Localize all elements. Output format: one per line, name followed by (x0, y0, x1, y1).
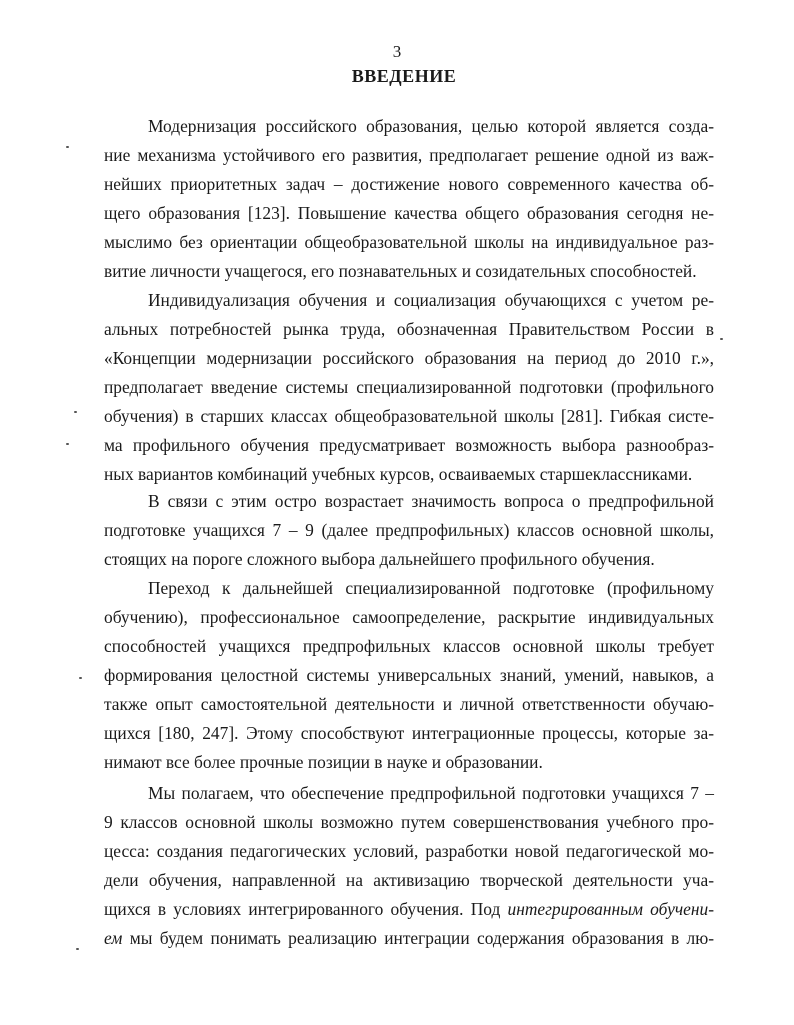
text-line: ние механизма устойчивого его развития, предполагает решение одной из важ- (104, 145, 714, 165)
text-line: формирования целостной системы универсальных знаний, умений, навыков, а (104, 665, 714, 685)
text-line: Модернизация российского образования, целью которой является созда- (148, 116, 714, 136)
scan-speck (66, 146, 69, 148)
text-line: 9 классов основной школы возможно путем совершенствования учебного про- (104, 812, 714, 832)
scan-speck (720, 338, 723, 340)
paragraph-5 (104, 779, 714, 953)
text-line (104, 924, 714, 953)
emphasized-term: интегрированным обучени- (507, 899, 714, 919)
text-line: способностей учащихся предпрофильных классов основной школы требует (104, 636, 714, 656)
text-line: дели обучения, направленной на активизацию творческой деятельности уча- (104, 870, 714, 890)
page-number: 3 (392, 42, 402, 61)
text-line: щего образования [123]. Повышение качества общего образования сегодня не- (104, 203, 714, 223)
scan-speck (79, 677, 82, 679)
paragraph-3 (104, 487, 714, 574)
text-line: ма профильного обучения предусматривает возможность выбора разнообраз- (104, 435, 714, 455)
text-line: витие личности учащегося, его познавательных и созидательных способностей. (104, 261, 697, 281)
text-line: ных вариантов комбинаций учебных курсов, осваиваемых старшеклассниками. (104, 464, 693, 484)
emphasized-term: ем (104, 928, 123, 948)
scan-speck (76, 948, 79, 950)
text-line (104, 895, 714, 924)
text-line: стоящих на пороге сложного выбора дальнейшего профильного обучения. (104, 549, 655, 569)
text-line: Мы полагаем, что обеспечение предпрофильной подготовки учащихся 7 – (148, 783, 714, 803)
text-line: предполагает введение системы специализированной подготовки (профильного (104, 377, 714, 397)
text-line: мыслимо без ориентации общеобразовательной школы на индивидуальное раз- (104, 232, 714, 252)
text-line: обучения) в старших классах общеобразовательной школы [281]. Гибкая систе- (104, 406, 714, 426)
paragraph-2 (104, 286, 714, 489)
paragraph-1 (104, 112, 714, 286)
scan-speck (74, 411, 77, 413)
text-segment: щихся в условиях интегрированного обучения. Под (104, 899, 501, 919)
text-line: цесса: создания педагогических условий, разработки новой педагогической мо- (104, 841, 714, 861)
page-title: ВВЕДЕНИЕ (351, 66, 457, 86)
text-line: «Концепции модернизации российского образования на период до 2010 г.», (104, 348, 714, 368)
text-line: нейших приоритетных задач – достижение нового современного качества об- (104, 174, 714, 194)
text-line: щихся [180, 247]. Этому способствуют интеграционные процессы, которые за- (104, 723, 714, 743)
text-line: В связи с этим остро возрастает значимость вопроса о предпрофильной (148, 491, 714, 511)
text-line: Индивидуализация обучения и социализация обучающихся с учетом ре- (148, 290, 714, 310)
paragraph-4 (104, 574, 714, 777)
text-line: обучению), профессиональное самоопределение, раскрытие индивидуальных (104, 607, 714, 627)
text-line: также опыт самостоятельной деятельности и личной ответственности обучаю- (104, 694, 714, 714)
text-line: нимают все более прочные позиции в науке и образовании. (104, 752, 543, 772)
scan-speck (66, 443, 69, 445)
text-line: Переход к дальнейшей специализированной подготовке (профильному (148, 578, 714, 598)
text-segment: мы будем понимать реализацию интеграции содержания образования в лю- (122, 928, 714, 948)
text-line: альных потребностей рынка труда, обозначенная Правительством России в (104, 319, 714, 339)
text-line: подготовке учащихся 7 – 9 (далее предпрофильных) классов основной школы, (104, 520, 714, 540)
